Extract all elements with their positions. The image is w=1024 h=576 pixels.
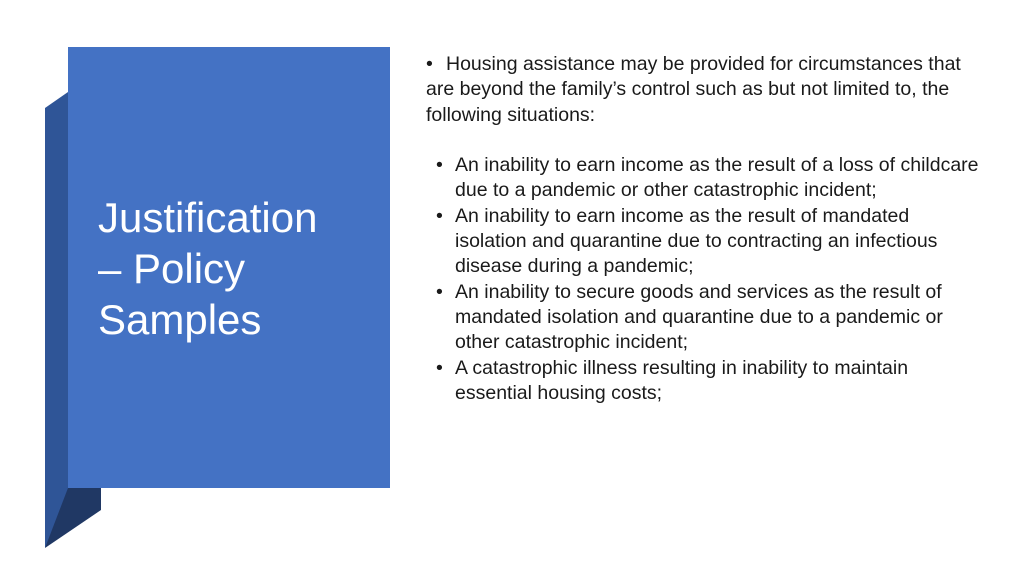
intro-paragraph — [426, 52, 986, 128]
content-body — [426, 52, 986, 406]
spacer — [426, 128, 986, 153]
bullet-glyph: • — [436, 280, 443, 303]
list-item — [426, 356, 986, 407]
title-line-2: – Policy — [98, 245, 246, 292]
bullet-glyph: • — [436, 204, 443, 227]
panel-side-shape — [45, 92, 68, 548]
list-item-text: An inability to secure goods and services as the result of mandated isolation and quarantine due to a pandemic or other catastrophic incident; — [455, 280, 943, 354]
list-item-text: An inability to earn income as the result of mandated isolation and quarantine due to contracting an infectious disease during a pandemic; — [455, 204, 938, 278]
list-item — [426, 204, 986, 280]
intro-text: Housing assistance may be provided for circumstances that are beyond the family’s control such as but not limited to, the following situations: — [426, 53, 961, 126]
list-item — [426, 280, 986, 356]
list-item-text: A catastrophic illness resulting in inability to maintain essential housing costs; — [455, 356, 909, 404]
title-line-3: Samples — [98, 296, 262, 343]
title-line-1: Justification — [98, 194, 318, 241]
list-item-text: An inability to earn income as the result of a loss of childcare due to a pandemic or other catastrophic incident; — [455, 154, 979, 202]
bullet-glyph: • — [436, 154, 443, 177]
sub-bullet-list — [426, 153, 986, 406]
slide-title — [98, 192, 378, 345]
list-item — [426, 153, 986, 204]
bullet-glyph: • — [426, 53, 433, 75]
bullet-glyph: • — [436, 356, 443, 379]
